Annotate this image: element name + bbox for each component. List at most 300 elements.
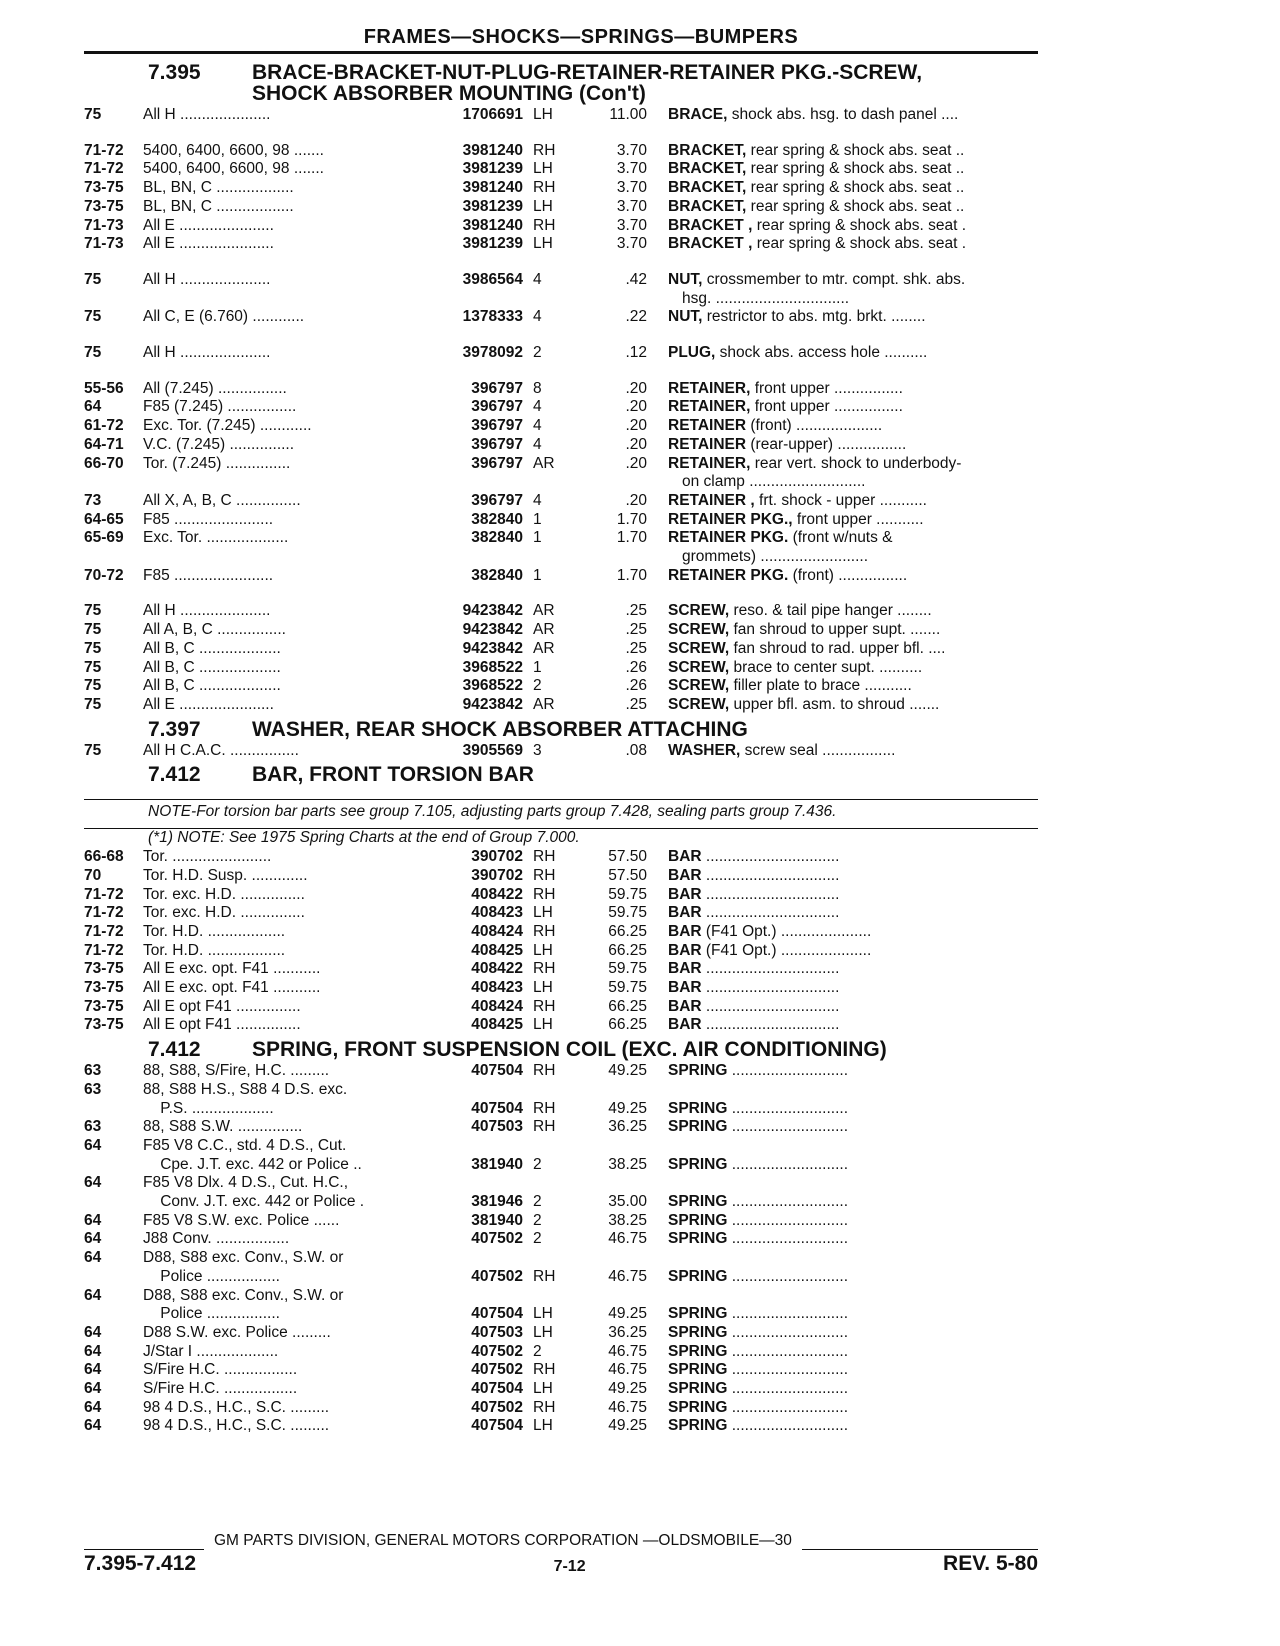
part-row xyxy=(84,492,1038,511)
list-price: 11.00 xyxy=(609,106,647,123)
side-quantity: LH xyxy=(533,904,553,922)
side-quantity: 3 xyxy=(533,741,542,759)
part-row xyxy=(84,1016,1038,1035)
part-description xyxy=(647,1380,1038,1399)
model-applicability: Tor. H.D. .................. xyxy=(143,941,286,959)
part-description xyxy=(647,511,1038,530)
part-description xyxy=(647,308,1038,327)
part-description xyxy=(647,1100,1038,1119)
side-quantity: 1 xyxy=(533,658,542,676)
side-quantity: 1 xyxy=(533,510,542,528)
part-number: 407502 xyxy=(471,1230,523,1248)
note-rule-top xyxy=(84,799,1038,800)
model-year: 75 xyxy=(84,658,102,676)
list-price: .26 xyxy=(625,658,647,676)
part-name: RETAINER , xyxy=(668,491,755,509)
side-quantity xyxy=(523,473,567,492)
part-row xyxy=(84,1193,1038,1212)
model-year: 63 xyxy=(84,1062,102,1080)
part-name: BAR xyxy=(668,922,702,940)
section-title: BRACE-BRACKET-NUT-PLUG-RETAINER-RETAINER PKG.-SCREW, xyxy=(252,61,923,84)
model-year: 75 xyxy=(84,308,102,326)
part-detail: fan shroud to rad. upper bfl. .... xyxy=(729,639,946,657)
part-detail: ........................... xyxy=(727,1155,849,1173)
section-subnote: (*1) NOTE: See 1975 Spring Charts at the end of Group 7.000. xyxy=(148,829,580,847)
list-price: .12 xyxy=(625,344,647,362)
list-price: 66.25 xyxy=(608,922,647,940)
side-quantity: 4 xyxy=(533,398,542,416)
model-year: 75 xyxy=(84,344,102,362)
side-quantity: RH xyxy=(533,997,556,1015)
side-quantity xyxy=(523,290,567,309)
model-applicability: BL, BN, C .................. xyxy=(143,179,294,197)
row-gap xyxy=(84,254,1038,271)
part-description xyxy=(647,1193,1038,1212)
part-row xyxy=(84,602,1038,621)
list-price: 3.70 xyxy=(616,235,647,253)
part-description xyxy=(647,659,1038,678)
part-row xyxy=(84,344,1038,363)
part-description xyxy=(647,742,1038,761)
part-detail: ............................... xyxy=(701,848,840,866)
part-name: WASHER, xyxy=(668,741,741,759)
part-name: RETAINER PKG. xyxy=(668,529,789,547)
part-detail: brace to center supt. .......... xyxy=(729,658,923,676)
list-price: .20 xyxy=(625,398,647,416)
model-applicability: All E opt F41 ............... xyxy=(143,997,301,1015)
section-number: 7.412 xyxy=(148,763,201,787)
model-year: 73-75 xyxy=(84,1016,124,1034)
part-row xyxy=(84,1118,1038,1137)
part-name: NUT, xyxy=(668,270,703,288)
side-quantity: 2 xyxy=(533,344,542,362)
catalog-page xyxy=(84,26,1038,1436)
part-detail: crossmember to mtr. compt. shk. abs. xyxy=(702,270,966,288)
model-applicability: 88, S88, S/Fire, H.C. ......... xyxy=(143,1062,330,1080)
part-number: 3981240 xyxy=(462,141,523,159)
part-name: RETAINER PKG., xyxy=(668,510,793,528)
model-applicability: Exc. Tor. ................... xyxy=(143,529,289,547)
part-description xyxy=(647,106,1038,125)
part-name: NUT, xyxy=(668,308,703,326)
model-applicability xyxy=(143,548,431,567)
part-number: 407504 xyxy=(471,1380,523,1398)
part-detail: rear spring & shock abs. seat .. xyxy=(746,141,965,159)
part-description xyxy=(647,867,1038,886)
part-row xyxy=(84,1380,1038,1399)
part-name: SCREW, xyxy=(668,639,730,657)
part-row xyxy=(84,696,1038,715)
model-applicability: Police ................. xyxy=(143,1267,280,1285)
model-year xyxy=(84,548,143,567)
part-detail: frt. shock - upper ........... xyxy=(754,491,927,509)
side-quantity: RH xyxy=(533,922,556,940)
part-description xyxy=(647,1230,1038,1249)
model-applicability: Tor. exc. H.D. ............... xyxy=(143,885,305,903)
list-price: 66.25 xyxy=(608,941,647,959)
list-price: 3.70 xyxy=(616,216,647,234)
model-year: 73-75 xyxy=(84,997,124,1015)
model-applicability: P.S. ................... xyxy=(143,1099,274,1117)
section-heading xyxy=(84,764,1038,785)
list-price: .25 xyxy=(625,602,647,620)
side-quantity: 4 xyxy=(533,417,542,435)
part-row xyxy=(84,548,1038,567)
side-quantity xyxy=(523,1174,567,1193)
part-row xyxy=(84,1324,1038,1343)
model-year: 61-72 xyxy=(84,417,124,435)
part-detail: restrictor to abs. mtg. brkt. ........ xyxy=(702,308,926,326)
part-name: SPRING xyxy=(668,1398,728,1416)
side-quantity: AR xyxy=(533,639,555,657)
model-applicability: All C, E (6.760) ............ xyxy=(143,308,305,326)
part-name: BAR xyxy=(668,885,702,903)
part-name: BAR xyxy=(668,997,702,1015)
part-name: SPRING xyxy=(668,1267,728,1285)
part-detail: ........................... xyxy=(727,1361,849,1379)
section-title-line xyxy=(84,62,1038,83)
part-number: 3968522 xyxy=(462,658,523,676)
section-title-line xyxy=(84,83,1038,104)
model-year: 65-69 xyxy=(84,529,124,547)
part-name: SPRING xyxy=(668,1380,728,1398)
part-detail: ........................... xyxy=(727,1230,849,1248)
part-name: SPRING xyxy=(668,1305,728,1323)
part-detail: (front w/nuts & xyxy=(788,529,893,547)
header-rule xyxy=(84,51,1038,54)
list-price: 35.00 xyxy=(608,1193,647,1211)
part-description xyxy=(647,696,1038,715)
model-year: 64 xyxy=(84,1286,102,1304)
part-row xyxy=(84,742,1038,761)
side-quantity: AR xyxy=(533,621,555,639)
part-description xyxy=(647,398,1038,417)
list-price: .26 xyxy=(625,677,647,695)
part-name: BAR xyxy=(668,960,702,978)
part-name: SCREW, xyxy=(668,677,730,695)
model-year: 70 xyxy=(84,866,102,884)
part-number: 407503 xyxy=(471,1118,523,1136)
part-row xyxy=(84,179,1038,198)
part-name: RETAINER xyxy=(668,435,747,453)
catalog-content xyxy=(84,62,1038,1436)
part-number: 3981240 xyxy=(462,179,523,197)
part-detail: reso. & tail pipe hanger ........ xyxy=(729,602,932,620)
model-applicability: 5400, 6400, 6600, 98 ....... xyxy=(143,160,324,178)
side-quantity xyxy=(523,1137,567,1156)
part-number: 408423 xyxy=(471,979,523,997)
side-quantity: LH xyxy=(533,941,553,959)
part-name: PLUG, xyxy=(668,344,716,362)
model-applicability: Tor. exc. H.D. ............... xyxy=(143,904,305,922)
part-number: 396797 xyxy=(471,435,523,453)
part-row xyxy=(84,1249,1038,1268)
side-quantity: RH xyxy=(533,1267,556,1285)
model-year: 64-65 xyxy=(84,510,124,528)
side-quantity: RH xyxy=(533,179,556,197)
side-quantity: 2 xyxy=(533,1230,542,1248)
model-year: 71-72 xyxy=(84,904,124,922)
model-year: 75 xyxy=(84,106,102,123)
part-row xyxy=(84,308,1038,327)
side-quantity: 2 xyxy=(533,1342,542,1360)
part-number xyxy=(431,290,523,309)
part-description xyxy=(647,548,1038,567)
part-name: SCREW, xyxy=(668,658,730,676)
section-title-line xyxy=(84,764,1038,785)
section-title: BAR, FRONT TORSION BAR xyxy=(252,763,534,787)
part-description xyxy=(647,960,1038,979)
model-year: 71-73 xyxy=(84,216,124,234)
part-description xyxy=(647,344,1038,363)
part-number xyxy=(431,1249,523,1268)
part-number: 390702 xyxy=(471,866,523,884)
side-quantity: 2 xyxy=(533,1155,542,1173)
part-detail: ............................... xyxy=(701,979,840,997)
part-row xyxy=(84,942,1038,961)
part-detail: ............................... xyxy=(701,1016,840,1034)
side-quantity: LH xyxy=(533,197,553,215)
part-name: SCREW, xyxy=(668,602,730,620)
model-year: 64 xyxy=(84,1380,102,1398)
part-number: 381940 xyxy=(471,1211,523,1229)
section-heading xyxy=(84,719,1038,740)
part-number: 407502 xyxy=(471,1398,523,1416)
model-applicability: Cpe. J.T. exc. 442 or Police .. xyxy=(143,1155,362,1173)
model-year: 75 xyxy=(84,677,102,695)
section-number: 7.395 xyxy=(148,61,201,84)
footer-publisher: GM PARTS DIVISION, GENERAL MOTORS CORPORATION —OLDSMOBILE—30 xyxy=(214,1532,792,1549)
part-number: 3981239 xyxy=(462,197,523,215)
model-year: 63 xyxy=(84,1080,102,1098)
section-title: SPRING, FRONT SUSPENSION COIL (EXC. AIR CONDITIONING) xyxy=(252,1038,887,1062)
model-year: 64-71 xyxy=(84,435,124,453)
model-applicability: Tor. ....................... xyxy=(143,848,272,866)
part-row xyxy=(84,867,1038,886)
section-note: NOTE-For torsion bar parts see group 7.105, adjusting parts group 7.428, sealing parts group 7.436. xyxy=(148,803,837,821)
part-number: 396797 xyxy=(471,398,523,416)
part-name: BAR xyxy=(668,941,702,959)
model-year: 71-72 xyxy=(84,941,124,959)
model-year: 64 xyxy=(84,1174,102,1192)
part-detail: (front) ................ xyxy=(788,566,908,584)
model-applicability: Police ................. xyxy=(143,1305,280,1323)
model-year: 75 xyxy=(84,602,102,620)
part-number: 396797 xyxy=(471,379,523,397)
part-description xyxy=(647,473,1038,492)
part-description xyxy=(647,235,1038,254)
list-price: 38.25 xyxy=(608,1211,647,1229)
part-name: SPRING xyxy=(668,1361,728,1379)
part-detail: ............................... xyxy=(701,885,840,903)
list-price: 49.25 xyxy=(608,1099,647,1117)
part-row xyxy=(84,640,1038,659)
model-applicability: D88, S88 exc. Conv., S.W. or xyxy=(143,1249,344,1267)
model-applicability: All H C.A.C. ................ xyxy=(143,741,299,759)
part-description xyxy=(647,198,1038,217)
part-number: 3986564 xyxy=(462,270,523,288)
part-row xyxy=(84,290,1038,309)
list-price: 59.75 xyxy=(608,960,647,978)
model-applicability: All E opt F41 ............... xyxy=(143,1016,301,1034)
part-name: BAR xyxy=(668,904,702,922)
part-number: 396797 xyxy=(471,417,523,435)
side-quantity: RH xyxy=(533,960,556,978)
part-number: 396797 xyxy=(471,454,523,472)
part-detail: on clamp ........................... xyxy=(682,473,866,491)
part-number: 9423842 xyxy=(462,639,523,657)
list-price: 46.75 xyxy=(608,1230,647,1248)
part-description xyxy=(647,942,1038,961)
part-description xyxy=(647,1174,1038,1193)
part-description xyxy=(647,1287,1038,1306)
side-quantity: RH xyxy=(533,848,556,866)
part-detail: rear spring & shock abs. seat .. xyxy=(746,179,965,197)
part-row xyxy=(84,398,1038,417)
part-number: 382840 xyxy=(471,566,523,584)
part-description xyxy=(647,886,1038,905)
model-year: 64 xyxy=(84,398,102,416)
part-description xyxy=(647,529,1038,548)
part-number: 408425 xyxy=(471,941,523,959)
page-header-title: FRAMES—SHOCKS—SPRINGS—BUMPERS xyxy=(363,26,799,48)
side-quantity: 2 xyxy=(533,1211,542,1229)
part-detail: shock abs. access hole .......... xyxy=(715,344,928,362)
part-row xyxy=(84,979,1038,998)
part-name: SCREW, xyxy=(668,695,730,713)
part-number xyxy=(431,1174,523,1193)
model-applicability: F85 (7.245) ................ xyxy=(143,398,297,416)
part-description xyxy=(647,1305,1038,1324)
model-year xyxy=(84,1305,143,1324)
model-applicability: All B, C ................... xyxy=(143,677,281,695)
part-detail: shock abs. hsg. to dash panel .... xyxy=(727,106,959,123)
part-name: BRACKET, xyxy=(668,160,747,178)
list-price: 49.25 xyxy=(608,1062,647,1080)
model-year: 64 xyxy=(84,1417,102,1435)
part-number: 3905569 xyxy=(462,741,523,759)
model-applicability: All H ..................... xyxy=(143,344,271,362)
model-year: 64 xyxy=(84,1342,102,1360)
model-applicability: All (7.245) ................ xyxy=(143,379,287,397)
part-row xyxy=(84,1137,1038,1156)
part-detail: ............................... xyxy=(701,866,840,884)
part-number: 1706691 xyxy=(462,106,523,123)
part-description xyxy=(647,602,1038,621)
part-name: RETAINER, xyxy=(668,379,751,397)
part-row xyxy=(84,904,1038,923)
part-description xyxy=(647,380,1038,399)
part-description xyxy=(647,1249,1038,1268)
side-quantity: LH xyxy=(533,1323,553,1341)
model-applicability: 98 4 D.S., H.C., S.C. ......... xyxy=(143,1417,330,1435)
model-year: 63 xyxy=(84,1118,102,1136)
part-description xyxy=(647,1156,1038,1175)
list-price: 3.70 xyxy=(616,179,647,197)
model-year: 71-72 xyxy=(84,922,124,940)
model-applicability: S/Fire H.C. ................. xyxy=(143,1361,298,1379)
part-name: SPRING xyxy=(668,1230,728,1248)
part-description xyxy=(647,1324,1038,1343)
part-number xyxy=(431,1081,523,1100)
part-number xyxy=(431,1137,523,1156)
part-name: SPRING xyxy=(668,1099,728,1117)
model-applicability: All B, C ................... xyxy=(143,658,281,676)
section-number: 7.412 xyxy=(148,1038,201,1062)
side-quantity: 4 xyxy=(533,435,542,453)
part-description xyxy=(647,1081,1038,1100)
part-row xyxy=(84,1156,1038,1175)
list-price xyxy=(567,290,647,309)
part-detail: (rear-upper) ................ xyxy=(746,435,907,453)
part-row xyxy=(84,621,1038,640)
list-price: 57.50 xyxy=(608,848,647,866)
part-row xyxy=(84,235,1038,254)
list-price xyxy=(567,1287,647,1306)
part-row xyxy=(84,960,1038,979)
part-description xyxy=(647,640,1038,659)
model-year: 64 xyxy=(84,1211,102,1229)
list-price: .42 xyxy=(625,270,647,288)
list-price: 3.70 xyxy=(616,141,647,159)
part-row xyxy=(84,1174,1038,1193)
list-price: 49.25 xyxy=(608,1305,647,1323)
list-price: 46.75 xyxy=(608,1342,647,1360)
model-applicability: BL, BN, C .................. xyxy=(143,197,294,215)
list-price: .08 xyxy=(625,741,647,759)
side-quantity: LH xyxy=(533,160,553,178)
part-description xyxy=(647,1399,1038,1418)
list-price: 3.70 xyxy=(616,160,647,178)
model-year: 75 xyxy=(84,695,102,713)
part-row xyxy=(84,1343,1038,1362)
part-number: 381940 xyxy=(471,1155,523,1173)
section-number: 7.397 xyxy=(148,717,201,741)
part-row xyxy=(84,1230,1038,1249)
list-price: 59.75 xyxy=(608,904,647,922)
model-applicability xyxy=(143,473,431,492)
part-name: BAR xyxy=(668,848,702,866)
part-description xyxy=(647,677,1038,696)
part-description xyxy=(647,621,1038,640)
part-detail: hsg. ............................... xyxy=(682,289,850,307)
model-applicability: Tor. (7.245) ............... xyxy=(143,454,291,472)
part-description xyxy=(647,979,1038,998)
part-description xyxy=(647,217,1038,236)
part-name: SPRING xyxy=(668,1342,728,1360)
list-price: 49.25 xyxy=(608,1417,647,1435)
part-number: 408422 xyxy=(471,960,523,978)
part-name: BRACKET, xyxy=(668,179,747,197)
side-quantity: RH xyxy=(533,866,556,884)
section-heading xyxy=(84,1039,1038,1060)
side-quantity: LH xyxy=(533,1380,553,1398)
model-applicability: 98 4 D.S., H.C., S.C. ......... xyxy=(143,1398,330,1416)
model-applicability: All B, C ................... xyxy=(143,639,281,657)
model-applicability: 88, S88 H.S., S88 4 D.S. exc. xyxy=(143,1080,348,1098)
part-detail: ........................... xyxy=(727,1398,849,1416)
part-number: 407504 xyxy=(471,1062,523,1080)
model-year: 71-73 xyxy=(84,235,124,253)
part-description xyxy=(647,923,1038,942)
part-description xyxy=(647,998,1038,1017)
list-price: .20 xyxy=(625,454,647,472)
part-detail: upper bfl. asm. to shroud ....... xyxy=(729,695,940,713)
list-price: .20 xyxy=(625,417,647,435)
section-title: SHOCK ABSORBER MOUNTING (Con't) xyxy=(252,82,646,105)
part-description xyxy=(647,1212,1038,1231)
model-applicability: F85 V8 Dlx. 4 D.S., Cut. H.C., xyxy=(143,1174,349,1192)
